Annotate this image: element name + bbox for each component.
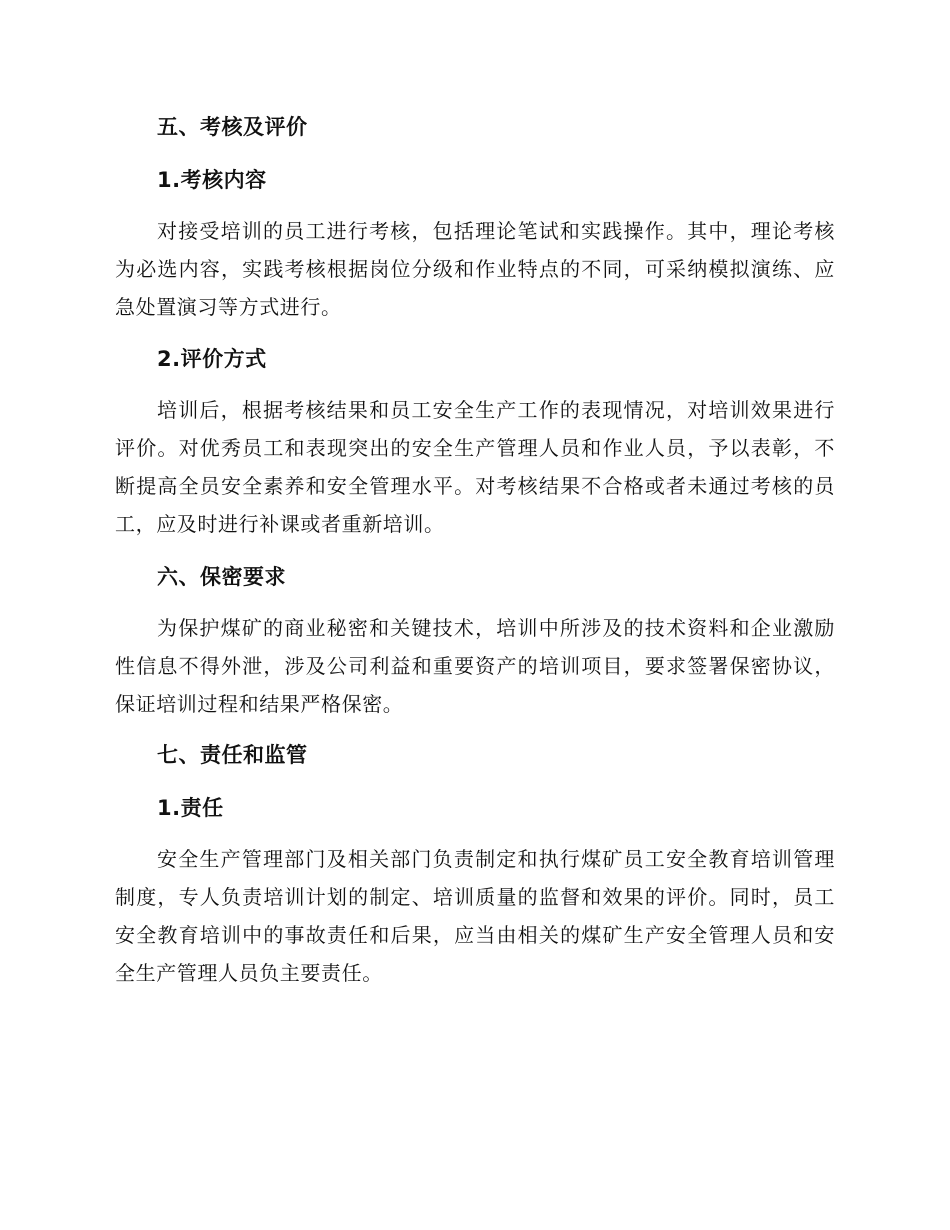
paragraph-responsibility: 安全生产管理部门及相关部门负责制定和执行煤矿员工安全教育培训管理制度，专人负责培训计划的制定、培训质量的监督和效果的评价。同时，员工安全教育培训中的事故责任和后果，应当由相关的煤矿生产安全管理人员和安全生产管理人员负主要责任。	[115, 847, 835, 985]
section-heading-assessment: 五、考核及评价	[157, 115, 308, 139]
subheading-responsibility: 1.责任	[157, 796, 224, 820]
paragraph-evaluation-method: 培训后，根据考核结果和员工安全生产工作的表现情况，对培训效果进行评价。对优秀员工和表现突出的安全生产管理人员和作业人员，予以表彰，不断提高全员安全素养和安全管理水平。对考核结果不合格或者未通过考核的员工，应及时进行补课或者重新培训。	[115, 398, 835, 536]
subheading-assessment-content: 1.考核内容	[157, 168, 267, 192]
subheading-evaluation-method: 2.评价方式	[157, 347, 267, 371]
paragraph-assessment-content: 对接受培训的员工进行考核，包括理论笔试和实践操作。其中，理论考核为必选内容，实践考核根据岗位分级和作业特点的不同，可采纳模拟演练、应急处置演习等方式进行。	[115, 219, 835, 319]
paragraph-confidentiality: 为保护煤矿的商业秘密和关键技术，培训中所涉及的技术资料和企业激励性信息不得外泄，涉及公司利益和重要资产的培训项目，要求签署保密协议，保证培训过程和结果严格保密。	[115, 616, 835, 716]
section-heading-confidentiality: 六、保密要求	[157, 565, 286, 589]
section-heading-responsibility-supervision: 七、责任和监管	[157, 743, 308, 767]
